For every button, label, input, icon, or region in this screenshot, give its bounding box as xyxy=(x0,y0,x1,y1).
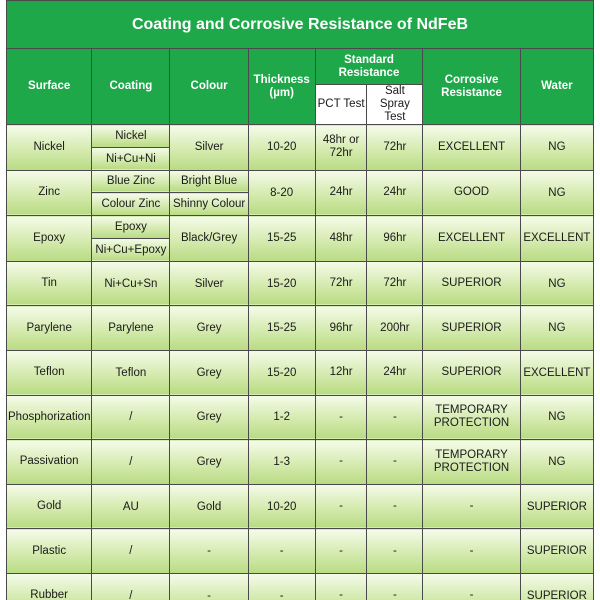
coating-cell: Nickel xyxy=(92,125,170,148)
salt-spray-cell: - xyxy=(367,484,423,529)
table-body xyxy=(7,125,594,600)
water-cell: NG xyxy=(520,395,593,440)
surface-cell: Phosphorization xyxy=(7,395,92,440)
water-cell: SUPERIOR xyxy=(520,484,593,529)
table-row xyxy=(7,573,594,600)
header-coating: Coating xyxy=(92,49,170,125)
corrosive-resistance-cell: - xyxy=(423,484,520,529)
table-row xyxy=(7,261,594,306)
thickness-cell: 8-20 xyxy=(248,170,315,216)
corrosive-resistance-cell: TEMPORARY PROTECTION xyxy=(423,395,520,440)
coating-cell: Colour Zinc xyxy=(92,193,170,216)
header-water: Water xyxy=(520,49,593,125)
salt-spray-cell: - xyxy=(367,529,423,574)
salt-spray-cell: 24hr xyxy=(367,170,423,216)
surface-cell: Zinc xyxy=(7,170,92,216)
salt-spray-cell: 72hr xyxy=(367,125,423,171)
table-row xyxy=(7,306,594,351)
salt-spray-cell: - xyxy=(367,395,423,440)
colour-cell: Shinny Colour xyxy=(170,193,248,216)
water-cell: SUPERIOR xyxy=(520,529,593,574)
coating-cell: Ni+Cu+Sn xyxy=(92,261,170,306)
colour-cell: Silver xyxy=(170,125,248,171)
pct-test-cell: - xyxy=(315,484,367,529)
coating-table xyxy=(6,0,594,600)
header-corrosive-resistance: Corrosive Resistance xyxy=(423,49,520,125)
coating-cell: Teflon xyxy=(92,350,170,395)
coating-cell: / xyxy=(92,395,170,440)
colour-cell: Bright Blue xyxy=(170,170,248,193)
thickness-cell: 1-2 xyxy=(248,395,315,440)
colour-cell: Grey xyxy=(170,440,248,485)
coating-cell: / xyxy=(92,440,170,485)
table-row xyxy=(7,125,594,148)
surface-cell: Rubber xyxy=(7,573,92,600)
salt-spray-cell: 72hr xyxy=(367,261,423,306)
coating-cell: Epoxy xyxy=(92,216,170,239)
corrosive-resistance-cell: EXCELLENT xyxy=(423,216,520,262)
colour-cell: - xyxy=(170,529,248,574)
water-cell: NG xyxy=(520,440,593,485)
thickness-cell: 15-20 xyxy=(248,350,315,395)
pct-test-cell: - xyxy=(315,395,367,440)
pct-test-cell: - xyxy=(315,440,367,485)
pct-test-cell: - xyxy=(315,529,367,574)
corrosive-resistance-cell: SUPERIOR xyxy=(423,350,520,395)
colour-cell: Grey xyxy=(170,395,248,440)
thickness-cell: 15-25 xyxy=(248,306,315,351)
table-row xyxy=(7,170,594,193)
table-title: Coating and Corrosive Resistance of NdFeB xyxy=(7,1,594,49)
water-cell: NG xyxy=(520,170,593,216)
table-row xyxy=(7,529,594,574)
coating-cell: Blue Zinc xyxy=(92,170,170,193)
coating-cell: Parylene xyxy=(92,306,170,351)
coating-cell: / xyxy=(92,529,170,574)
table-row xyxy=(7,484,594,529)
water-cell: NG xyxy=(520,261,593,306)
table-row xyxy=(7,440,594,485)
water-cell: EXCELLENT xyxy=(520,350,593,395)
header-pct-test: PCT Test xyxy=(315,85,367,125)
salt-spray-cell: 24hr xyxy=(367,350,423,395)
surface-cell: Epoxy xyxy=(7,216,92,262)
thickness-cell: 10-20 xyxy=(248,125,315,171)
salt-spray-cell: - xyxy=(367,573,423,600)
colour-cell: Grey xyxy=(170,306,248,351)
header-colour: Colour xyxy=(170,49,248,125)
pct-test-cell: 96hr xyxy=(315,306,367,351)
surface-cell: Parylene xyxy=(7,306,92,351)
salt-spray-cell: 96hr xyxy=(367,216,423,262)
pct-test-cell: 12hr xyxy=(315,350,367,395)
surface-cell: Nickel xyxy=(7,125,92,171)
pct-test-cell: 48hr xyxy=(315,216,367,262)
table-wrapper xyxy=(6,0,594,600)
thickness-cell: 15-25 xyxy=(248,216,315,262)
colour-cell: Silver xyxy=(170,261,248,306)
colour-cell: Gold xyxy=(170,484,248,529)
surface-cell: Plastic xyxy=(7,529,92,574)
header-thickness: Thickness (µm) xyxy=(248,49,315,125)
corrosive-resistance-cell: EXCELLENT xyxy=(423,125,520,171)
header-surface: Surface xyxy=(7,49,92,125)
surface-cell: Teflon xyxy=(7,350,92,395)
water-cell: NG xyxy=(520,306,593,351)
corrosive-resistance-cell: SUPERIOR xyxy=(423,261,520,306)
pct-test-cell: 72hr xyxy=(315,261,367,306)
table-row xyxy=(7,350,594,395)
header-salt-spray-test: Salt Spray Test xyxy=(367,85,423,125)
colour-cell: Grey xyxy=(170,350,248,395)
pct-test-cell: 24hr xyxy=(315,170,367,216)
thickness-cell: 15-20 xyxy=(248,261,315,306)
corrosive-resistance-cell: - xyxy=(423,529,520,574)
corrosive-resistance-cell: GOOD xyxy=(423,170,520,216)
corrosive-resistance-cell: - xyxy=(423,573,520,600)
coating-cell: / xyxy=(92,573,170,600)
thickness-cell: 1-3 xyxy=(248,440,315,485)
table-row xyxy=(7,216,594,239)
corrosive-resistance-cell: TEMPORARY PROTECTION xyxy=(423,440,520,485)
thickness-cell: 10-20 xyxy=(248,484,315,529)
pct-test-cell: - xyxy=(315,573,367,600)
coating-cell: Ni+Cu+Epoxy xyxy=(92,238,170,261)
table-row xyxy=(7,395,594,440)
surface-cell: Tin xyxy=(7,261,92,306)
surface-cell: Passivation xyxy=(7,440,92,485)
thickness-cell: - xyxy=(248,529,315,574)
water-cell: SUPERIOR xyxy=(520,573,593,600)
thickness-cell: - xyxy=(248,573,315,600)
pct-test-cell: 48hr or 72hr xyxy=(315,125,367,171)
salt-spray-cell: 200hr xyxy=(367,306,423,351)
colour-cell: - xyxy=(170,573,248,600)
salt-spray-cell: - xyxy=(367,440,423,485)
coating-cell: AU xyxy=(92,484,170,529)
colour-cell: Black/Grey xyxy=(170,216,248,262)
corrosive-resistance-cell: SUPERIOR xyxy=(423,306,520,351)
water-cell: EXCELLENT xyxy=(520,216,593,262)
water-cell: NG xyxy=(520,125,593,171)
header-standard-resistance: Standard Resistance xyxy=(315,49,423,85)
coating-cell: Ni+Cu+Ni xyxy=(92,147,170,170)
surface-cell: Gold xyxy=(7,484,92,529)
